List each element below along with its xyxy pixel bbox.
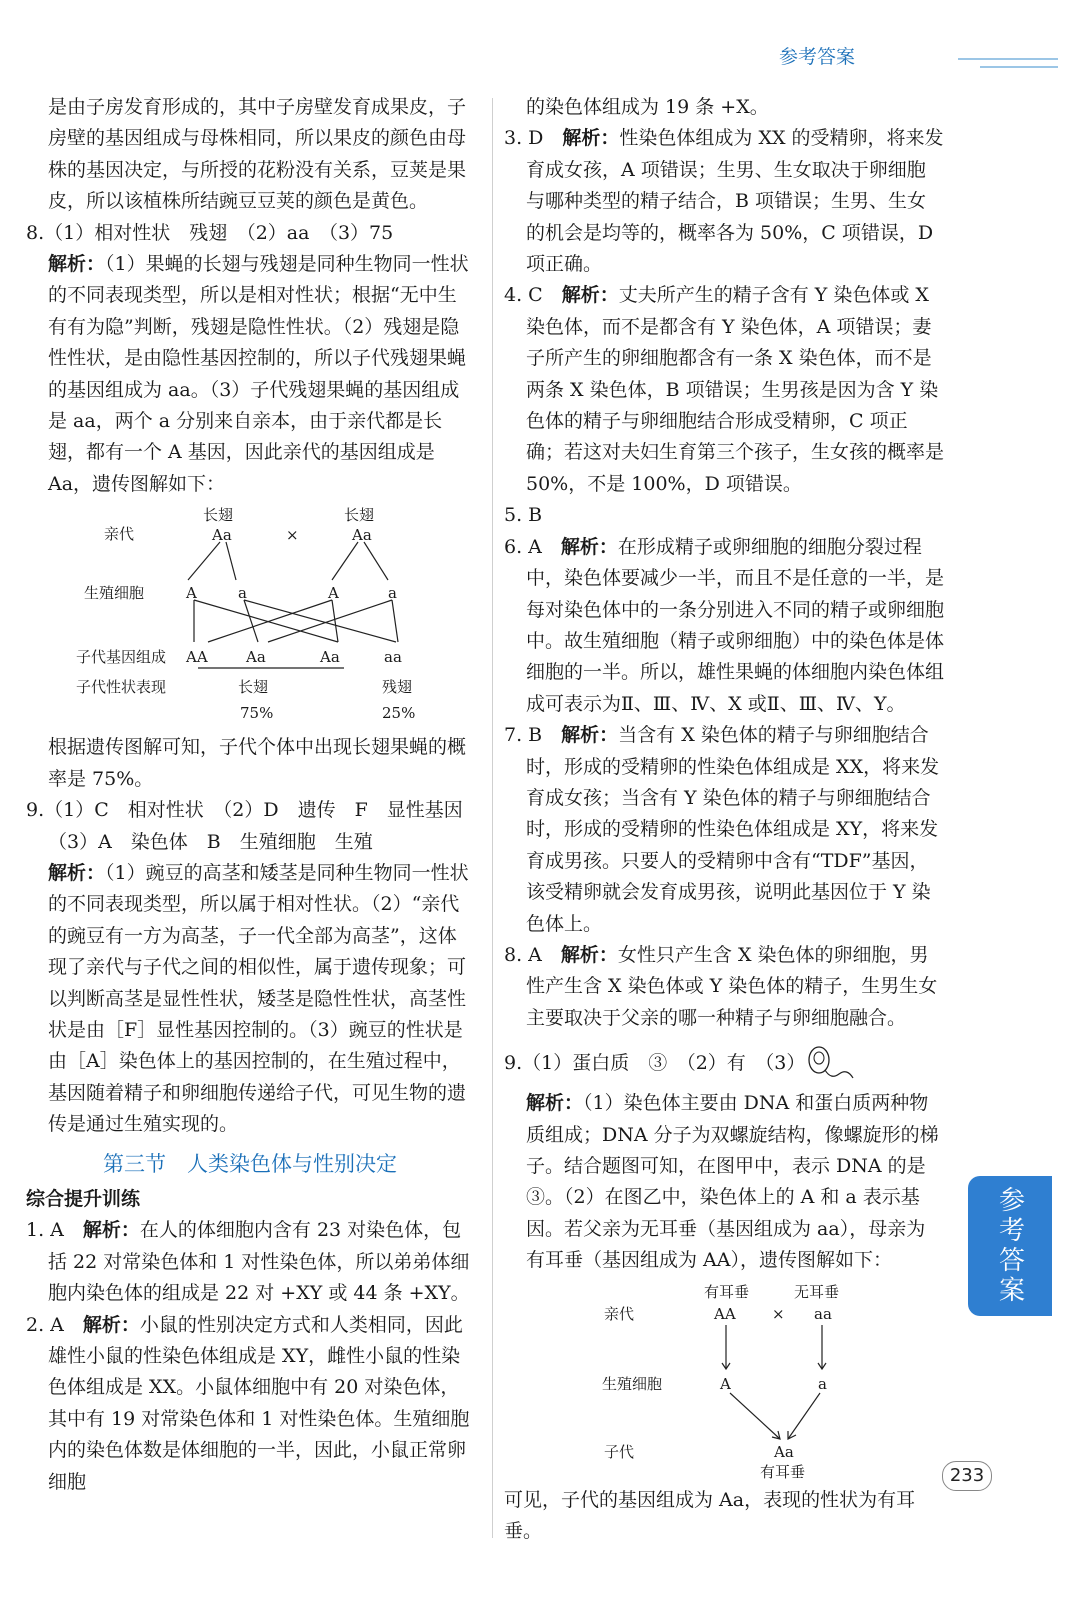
diag1-o1: AA [186, 648, 208, 667]
diag2-p2-trait: 无耳垂 [794, 1282, 840, 1301]
genetic-diagram-1 [48, 500, 474, 732]
answer-8: 8.（1）相对性状 残翅 （2）aa （3）75 [26, 221, 394, 244]
answer-head: 4. C [504, 284, 562, 307]
answer-head: 1. A [26, 1219, 83, 1242]
diag1-p1: 75% [240, 704, 274, 723]
diag1-t2: 残翅 [382, 678, 413, 697]
paragraph: 是由子房发育形成的，其中子房壁发育成果皮，子房壁的基因组成与母株相同，所以果皮的颜色由母株的基因决定，与所授的花粉没有关系，豆荚是果皮，所以该植株所结豌豆豆荚的颜色是黄色。 [48, 96, 467, 213]
answer-head: 9.（1）蛋白质 ③ （2）有 （3） [504, 1052, 806, 1075]
diag1-p2-gene: Aa [352, 526, 372, 545]
diag2-gamete-label: 生殖细胞 [602, 1374, 663, 1393]
subsection-title: 综合提升训练 [26, 1187, 141, 1210]
answer-9-line2: （3）A 染色体 B 生殖细胞 生殖 [48, 830, 373, 853]
diag2-g1: A [720, 1374, 731, 1393]
label-jiexi: 解析： [562, 127, 620, 150]
diag2-p1-gene: AA [714, 1304, 736, 1323]
label-jiexi: 解析： [560, 943, 618, 966]
diag1-p2-trait: 长翅 [344, 506, 375, 525]
diag2-offspring-label: 子代 [604, 1442, 635, 1461]
label-jiexi: 解析： [561, 724, 619, 747]
explanation-text: （1）豌豆的高茎和矮茎是同种生物同一性状的不同表现类型，所以属于相对性状。（2）“亲代的豌豆有一方为高茎，子一代全部为高茎”，这体现了亲代与子代之间的相似性，属于遗传现象；可以判断高茎是显性性状，矮茎是隐性性状，高茎性状是由［F］显性基因控制的。（3）豌豆的性状是由［A］染色体上的基因控制的，在生殖过程中，基因随着精子和卵细胞传递给子代，可见生物的遗传是通过生殖实现的。 [48, 861, 469, 1136]
page-number: 233 [942, 1461, 992, 1491]
right-column [504, 92, 944, 1547]
label-jiexi: 解析： [82, 1313, 140, 1336]
explanation-text: 小鼠的性别决定方式和人类相同，因此雄性小鼠的性染色体组成是 XY，雌性小鼠的性染色体组成是 XX。小鼠体细胞中有 20 对染色体，其中有 19 对常染色体和 1 对性染色体。生殖细胞内的染色体数是体细胞的一半，因此，小鼠正常卵细胞 [48, 1313, 470, 1493]
diag2-o-gene: Aa [774, 1442, 794, 1461]
answer-head: 7. B [504, 724, 562, 747]
diag1-o4: aa [384, 648, 402, 667]
answer-head: 8. A [504, 943, 561, 966]
header-label: 参考答案 [779, 46, 856, 68]
explanation-text: 性染色体组成为 XX 的受精卵，将来发育成女孩，A 项错误；生男、生女取决于卵细胞与哪种类型的精子结合，B 项错误；生男、生女的机会是均等的，概率各为 50%，C 项错误，D 项正确。 [526, 127, 944, 276]
diag1-p1-trait: 长翅 [203, 506, 234, 525]
answer-s4 [504, 280, 944, 500]
column-divider [492, 98, 493, 1538]
paragraph: 根据遗传图解可知，子代个体中出现长翅果蝇的概率是 75%。 [48, 736, 467, 790]
diag1-parents-label: 亲代 [104, 525, 135, 544]
answer-s9 [504, 1044, 944, 1084]
answer-head: 2. A [26, 1313, 83, 1336]
left-column [26, 92, 474, 1498]
explanation-9 [26, 858, 474, 1141]
section-title: 第三节 人类染色体与性别决定 [103, 1151, 397, 1176]
label-jiexi: 解析： [560, 535, 618, 558]
label-jiexi: 解析： [48, 253, 106, 276]
sperm-cell-icon [805, 1044, 865, 1084]
diag1-g4: a [388, 584, 397, 603]
diag2-cross: × [772, 1304, 785, 1323]
paragraph: 可见，子代的基因组成为 Aa，表现的性状为有耳垂。 [504, 1488, 916, 1543]
diag1-gamete-label: 生殖细胞 [84, 584, 145, 603]
answer-head: 6. A [504, 535, 561, 558]
diag2-parents-label: 亲代 [604, 1304, 635, 1323]
answer-s8 [504, 940, 944, 1034]
diag1-offspring-gene-label: 子代基因组成 [76, 648, 167, 667]
diag1-offspring-trait-label: 子代性状表现 [76, 678, 167, 697]
diag2-g2: a [818, 1374, 827, 1393]
answer-s6 [504, 532, 944, 720]
header-rule [958, 58, 1058, 60]
explanation-text: （1）果蝇的长翅与残翅是同种生物同一性状的不同表现类型，所以是相对性状；根据“无中生有有为隐”判断，残翅是隐性性状。（2）残翅是隐性性状，是由隐性基因控制的，所以子代残翅果蝇的基因组成为 aa。（3）子代残翅果蝇的基因组成是 aa，两个 a 分别来自亲本，由于亲代都是长翅，都有一个 A 基因，因此亲代的基因组成是 Aa，遗传图解如下： [48, 253, 469, 495]
diag1-p1-gene: Aa [212, 526, 232, 545]
explanation-text: 丈夫所产生的精子含有 Y 染色体或 X 染色体，而不是都含有 Y 染色体，A 项错误；妻子所产生的卵细胞都含有一条 X 染色体，而不是两条 X 染色体，B 项错误；生男孩是因为含 Y 染色体的精子与卵细胞结合形成受精卵，C 项正确；若这对夫妇生育第三个孩子，生女孩的概率是 50%，不是 100%，D 项错误。 [526, 284, 945, 495]
answer-s1 [26, 1215, 474, 1309]
side-tab: 参考答案 [968, 1176, 1052, 1316]
explanation-8 [26, 249, 474, 500]
answer-s2 [26, 1310, 474, 1498]
diag1-o2: Aa [246, 648, 266, 667]
diag1-cross: × [286, 526, 299, 545]
diag1-g1: A [186, 584, 197, 603]
header-rule [980, 66, 1058, 68]
label-jiexi: 解析： [82, 1219, 140, 1242]
label-jiexi: 解析： [526, 1092, 584, 1115]
explanation-text: 当含有 X 染色体的精子与卵细胞结合时，形成的受精卵的性染色体组成是 XX，将来发育成女孩；当含有 Y 染色体的精子与卵细胞结合时，形成的受精卵的性染色体组成是 XY，将来发育成男孩。只要人的受精卵中含有“TDF”基因，该受精卵就会发育成男孩，说明此基因位于 Y 染色体上。 [526, 724, 940, 935]
answer-9-line1: 9.（1）C 相对性状 （2）D 遗传 F 显性基因 [26, 799, 463, 822]
explanation-text: 在人的体细胞内含有 23 对染色体，包括 22 对常染色体和 1 对性染色体，所以弟弟体细胞内染色体的组成是 22 对 +XY 或 44 条 +XY。 [48, 1219, 470, 1305]
label-jiexi: 解析： [561, 284, 619, 307]
diag2-p2-gene: aa [814, 1304, 832, 1323]
answer-s5: 5. B [504, 504, 543, 527]
answer-s3 [504, 123, 944, 280]
diag1-p2: 25% [382, 704, 416, 723]
explanation-text: 在形成精子或卵细胞的细胞分裂过程中，染色体要减少一半，而且不是任意的一半，是每对染色体中的一条分别进入不同的精子或卵细胞中。故生殖细胞（精子或卵细胞）中的染色体是体细胞的一半。所以，雄性果蝇的体细胞内染色体组成可表示为Ⅱ、Ⅲ、Ⅳ、X 或Ⅱ、Ⅲ、Ⅳ、Y。 [526, 535, 945, 715]
diag1-t1: 长翅 [238, 678, 269, 697]
diag1-o3: Aa [320, 648, 340, 667]
paragraph: 的染色体组成为 19 条 +X。 [526, 96, 769, 118]
answer-head: 3. D [504, 127, 563, 150]
explanation-text: 女性只产生含 X 染色体的卵细胞，男性产生含 X 染色体或 Y 染色体的精子，生男生女主要取决于父亲的哪一种精子与卵细胞融合。 [526, 943, 938, 1029]
label-jiexi: 解析： [48, 861, 106, 884]
diag1-g3: A [328, 584, 339, 603]
answer-s7 [504, 720, 944, 940]
explanation-s9 [504, 1088, 944, 1276]
diag2-p1-trait: 有耳垂 [704, 1282, 750, 1301]
genetic-diagram-2 [526, 1277, 944, 1485]
diag1-g2: a [238, 584, 247, 603]
diag2-o-trait: 有耳垂 [760, 1462, 806, 1481]
diagram-arrows [526, 1277, 946, 1485]
explanation-text: （1）染色体主要由 DNA 和蛋白质两种物质组成；DNA 分子为双螺旋结构，像螺旋形的梯子。结合题图可知，在图甲中，表示 DNA 的是③。（2）在图乙中，染色体上的 A 和 a 表示基因。若父亲为无耳垂（基因组成为 aa），母亲为有耳垂（基因组成为 AA），遗传图解如下： [526, 1092, 939, 1272]
